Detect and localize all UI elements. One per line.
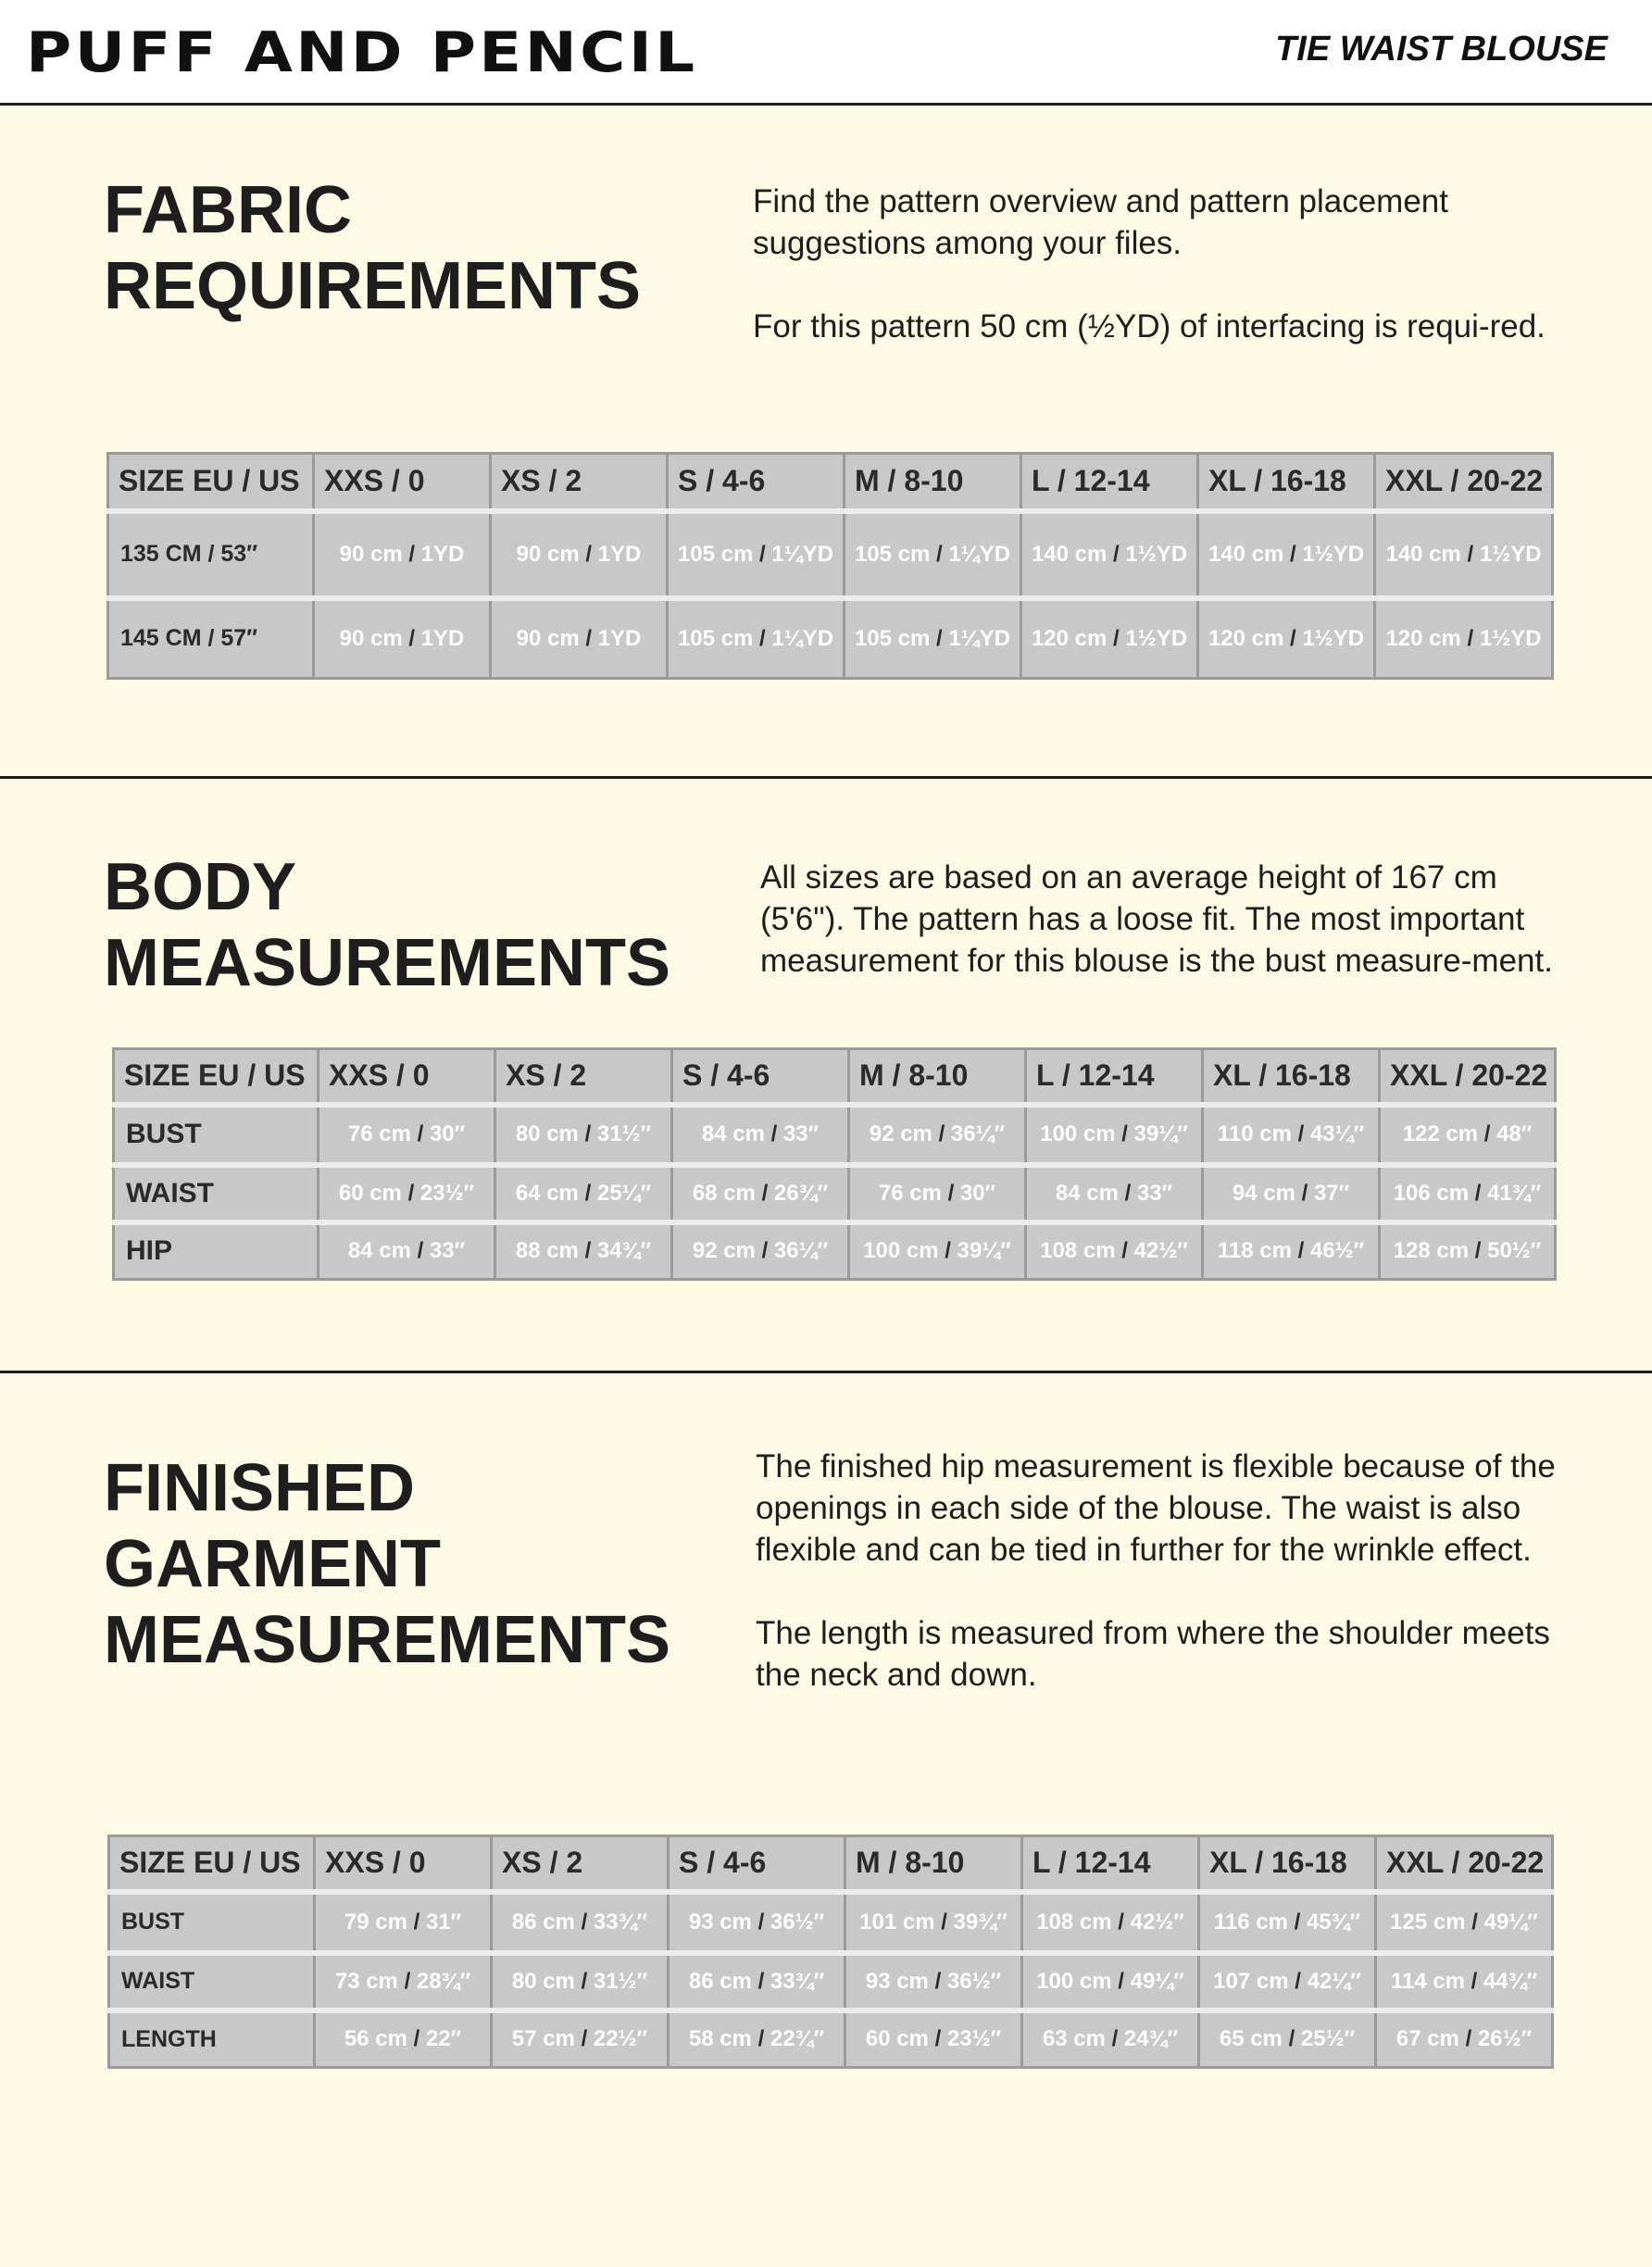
page-header <box>0 0 1652 106</box>
metric-value: 100 cm <box>1036 1968 1112 1994</box>
fabric-description <box>753 181 1549 347</box>
metric-value: 68 cm <box>692 1180 756 1206</box>
measurement-cell <box>495 1165 672 1222</box>
imperial-value: 43¼″ <box>1309 1121 1365 1146</box>
size-col-header: XL / 16-18 <box>1199 1836 1376 1892</box>
imperial-value: 36¼″ <box>950 1121 1006 1146</box>
value-separator: / <box>1301 1180 1308 1206</box>
imperial-value: 23½″ <box>946 2026 1002 2052</box>
imperial-value: 1YD <box>597 625 642 651</box>
imperial-value: 33¾″ <box>770 1968 825 1994</box>
imperial-value: 1½YD <box>1479 541 1542 567</box>
measurement-cell <box>845 1892 1022 1953</box>
imperial-value: 37″ <box>1313 1180 1350 1206</box>
metric-value: 57 cm <box>511 2026 575 2052</box>
measurement-cell <box>315 2010 492 2068</box>
value-separator: / <box>408 625 416 651</box>
metric-value: 120 cm <box>1031 625 1108 651</box>
metric-value: 100 cm <box>1040 1121 1116 1146</box>
measurement-cell <box>1376 2010 1553 2068</box>
imperial-value: 1YD <box>597 541 642 567</box>
row-label: LENGTH <box>109 2010 315 2068</box>
metric-value: 90 cm <box>339 625 403 651</box>
table-row <box>108 511 1553 598</box>
metric-value: 140 cm <box>1385 541 1461 567</box>
measurement-cell <box>669 1892 845 1953</box>
size-header: SIZE EU / US <box>109 1836 315 1892</box>
imperial-value: 1¼YD <box>948 541 1011 567</box>
section-divider <box>0 1371 1652 1373</box>
metric-value: 105 cm <box>677 541 754 567</box>
size-col-header: L / 12-14 <box>1026 1049 1203 1105</box>
metric-value: 86 cm <box>688 1968 752 1994</box>
value-separator: / <box>1288 2026 1295 2052</box>
metric-value: 110 cm <box>1217 1121 1292 1146</box>
measurement-cell <box>1198 511 1375 598</box>
body-table <box>112 1047 1557 1281</box>
measurement-cell <box>492 1953 669 2010</box>
metric-value: 93 cm <box>688 1909 752 1935</box>
imperial-value: 36½″ <box>946 1968 1002 1994</box>
measurement-cell <box>492 1892 669 1953</box>
measurement-cell <box>849 1165 1026 1222</box>
metric-value: 107 cm <box>1213 1968 1289 1994</box>
imperial-value: 25½″ <box>1300 2026 1356 2052</box>
value-separator: / <box>1294 1909 1301 1935</box>
imperial-value: 30″ <box>959 1180 996 1206</box>
imperial-value: 22¾″ <box>770 2026 825 2052</box>
metric-value: 60 cm <box>338 1180 402 1206</box>
finished-description <box>756 1446 1571 1696</box>
metric-value: 120 cm <box>1208 625 1284 651</box>
fabric-paragraph: Find the pattern overview and pattern placement suggestions among your files. <box>753 183 1448 261</box>
value-separator: / <box>413 1909 420 1935</box>
fabric-table <box>106 452 1554 680</box>
measurement-cell <box>1022 2010 1199 2068</box>
size-col-header: L / 12-14 <box>1022 1836 1199 1892</box>
table-row <box>109 1892 1553 1953</box>
imperial-value: 42¼″ <box>1307 1968 1361 1994</box>
measurement-cell <box>1203 1222 1380 1280</box>
size-col-header: XXS / 0 <box>319 1049 495 1105</box>
imperial-value: 39¼″ <box>1133 1121 1188 1146</box>
measurement-cell <box>491 511 668 598</box>
metric-value: 116 cm <box>1213 1909 1288 1935</box>
measurement-cell <box>1198 598 1375 679</box>
finished-paragraph: The finished hip measurement is flexible because of the openings in each side of the blouse. The waist is also flexible and can be tied in further for the wrinkle effect. <box>756 1448 1556 1568</box>
imperial-value: 28¾″ <box>416 1968 471 1994</box>
measurement-cell <box>314 511 491 598</box>
metric-value: 84 cm <box>1055 1180 1119 1206</box>
value-separator: / <box>1113 541 1120 567</box>
value-separator: / <box>1290 541 1296 567</box>
imperial-value: 42½″ <box>1133 1238 1188 1264</box>
measurement-cell <box>1021 598 1198 679</box>
metric-value: 90 cm <box>339 541 403 567</box>
value-separator: / <box>417 1238 424 1264</box>
fabric-paragraph: For this pattern 50 cm (½YD) of interfacing is requi-red. <box>753 308 1546 344</box>
body-paragraph: All sizes are based on an average height of 167 cm (5'6"). The pattern has a loose fit. The most important measurement for this blouse is the bust measure-ment. <box>760 859 1553 979</box>
fabric-title-line: REQUIREMENTS <box>104 249 642 323</box>
size-col-header: S / 4-6 <box>668 454 845 511</box>
value-separator: / <box>770 1121 778 1146</box>
value-separator: / <box>1121 1238 1128 1264</box>
size-col-header: XL / 16-18 <box>1198 454 1375 511</box>
metric-value: 80 cm <box>515 1121 579 1146</box>
imperial-value: 34¾″ <box>596 1238 652 1264</box>
imperial-value: 26¾″ <box>773 1180 829 1206</box>
value-separator: / <box>584 1121 592 1146</box>
table-row <box>114 1222 1556 1280</box>
value-separator: / <box>1297 1121 1305 1146</box>
imperial-value: 26½″ <box>1477 2026 1533 2052</box>
metric-value: 108 cm <box>1040 1238 1116 1264</box>
measurement-cell <box>314 598 491 679</box>
metric-value: 94 cm <box>1232 1180 1295 1206</box>
metric-value: 125 cm <box>1390 1909 1466 1935</box>
imperial-value: 22″ <box>425 2026 462 2052</box>
imperial-value: 31″ <box>425 1909 462 1935</box>
value-separator: / <box>413 2026 420 2052</box>
value-separator: / <box>1465 2026 1472 2052</box>
measurement-cell <box>319 1165 495 1222</box>
measurement-cell <box>315 1892 492 1953</box>
metric-value: 120 cm <box>1385 625 1461 651</box>
value-separator: / <box>936 541 943 567</box>
measurement-cell <box>1203 1105 1380 1165</box>
value-separator: / <box>584 1180 592 1206</box>
measurement-cell <box>1022 1892 1199 1953</box>
measurement-cell <box>1375 598 1553 679</box>
size-col-header: XL / 16-18 <box>1203 1049 1380 1105</box>
metric-value: 84 cm <box>701 1121 765 1146</box>
fabric-title <box>104 172 641 324</box>
measurement-cell <box>1203 1165 1380 1222</box>
imperial-value: 23½″ <box>419 1180 475 1206</box>
measurement-cell <box>1199 2010 1376 2068</box>
finished-title <box>104 1450 670 1678</box>
value-separator: / <box>936 625 943 651</box>
measurement-cell <box>845 598 1021 679</box>
imperial-value: 1¼YD <box>948 625 1011 651</box>
imperial-value: 36¼″ <box>773 1238 829 1264</box>
imperial-value: 24¾″ <box>1123 2026 1179 2052</box>
size-col-header: XS / 2 <box>491 454 668 511</box>
metric-value: 79 cm <box>344 1909 407 1935</box>
measurement-cell <box>1199 1953 1376 2010</box>
body-title-line: MEASUREMENTS <box>104 926 671 1000</box>
imperial-value: 48″ <box>1496 1121 1533 1146</box>
measurement-cell <box>1376 1953 1553 2010</box>
table-row <box>108 598 1553 679</box>
size-col-header: XXL / 20-22 <box>1375 454 1553 511</box>
value-separator: / <box>761 1180 769 1206</box>
value-separator: / <box>1467 541 1474 567</box>
imperial-value: 49¼″ <box>1483 1909 1538 1935</box>
size-col-header: XXS / 0 <box>315 1836 492 1892</box>
value-separator: / <box>1121 1121 1128 1146</box>
row-label: 145 CM / 57″ <box>108 598 314 679</box>
metric-value: 56 cm <box>344 2026 407 2052</box>
metric-value: 118 cm <box>1217 1238 1292 1264</box>
measurement-cell <box>849 1222 1026 1280</box>
measurement-cell <box>669 1953 845 2010</box>
imperial-value: 30″ <box>429 1121 466 1146</box>
measurement-cell <box>1376 1892 1553 1953</box>
metric-value: 100 cm <box>863 1238 939 1264</box>
metric-value: 105 cm <box>854 541 931 567</box>
value-separator: / <box>407 1180 415 1206</box>
imperial-value: 1¼YD <box>771 625 834 651</box>
measurement-cell <box>1199 1892 1376 1953</box>
imperial-value: 41¾″ <box>1487 1180 1542 1206</box>
finished-title-line: MEASUREMENTS <box>104 1603 671 1677</box>
metric-value: 122 cm <box>1402 1121 1479 1146</box>
row-label: BUST <box>114 1105 319 1165</box>
measurement-cell <box>1026 1165 1203 1222</box>
value-separator: / <box>759 625 766 651</box>
row-label: WAIST <box>114 1165 319 1222</box>
value-separator: / <box>585 625 593 651</box>
value-separator: / <box>1483 1121 1491 1146</box>
metric-value: 105 cm <box>854 625 931 651</box>
table-header-row <box>108 454 1553 511</box>
table-header-row <box>109 1836 1553 1892</box>
table-row <box>109 2010 1553 2068</box>
size-col-header: M / 8-10 <box>849 1049 1026 1105</box>
value-separator: / <box>1124 1180 1132 1206</box>
metric-value: 92 cm <box>692 1238 756 1264</box>
metric-value: 67 cm <box>1395 2026 1459 2052</box>
measurement-cell <box>849 1105 1026 1165</box>
table-row <box>114 1165 1556 1222</box>
size-col-header: XS / 2 <box>492 1836 669 1892</box>
value-separator: / <box>581 2026 588 2052</box>
brand-logo: PUFF AND PENCIL <box>26 20 698 85</box>
measurement-cell <box>1380 1165 1556 1222</box>
metric-value: 88 cm <box>515 1238 579 1264</box>
value-separator: / <box>938 1121 945 1146</box>
metric-value: 80 cm <box>511 1968 575 1994</box>
value-separator: / <box>584 1238 592 1264</box>
value-separator: / <box>1111 2026 1119 2052</box>
imperial-value: 46½″ <box>1309 1238 1365 1264</box>
value-separator: / <box>408 541 416 567</box>
measurement-cell <box>672 1105 849 1165</box>
size-col-header: XS / 2 <box>495 1049 672 1105</box>
imperial-value: 45¾″ <box>1306 1909 1361 1935</box>
imperial-value: 1YD <box>420 625 465 651</box>
value-separator: / <box>1118 1968 1124 1994</box>
value-separator: / <box>941 1909 947 1935</box>
measurement-cell <box>319 1105 495 1165</box>
measurement-cell <box>1026 1222 1203 1280</box>
metric-value: 64 cm <box>515 1180 579 1206</box>
size-col-header: XXS / 0 <box>314 454 491 511</box>
metric-value: 65 cm <box>1219 2026 1283 2052</box>
imperial-value: 31½″ <box>596 1121 652 1146</box>
value-separator: / <box>585 541 593 567</box>
measurement-cell <box>1021 511 1198 598</box>
measurement-cell <box>672 1222 849 1280</box>
value-separator: / <box>1113 625 1120 651</box>
finished-title-line: FINISHED <box>104 1451 416 1525</box>
imperial-value: 33″ <box>1136 1180 1173 1206</box>
row-label: HIP <box>114 1222 319 1280</box>
measurement-cell <box>1380 1105 1556 1165</box>
row-label: WAIST <box>109 1953 315 2010</box>
metric-value: 108 cm <box>1036 1909 1112 1935</box>
size-header: SIZE EU / US <box>108 454 314 511</box>
measurement-cell <box>845 1953 1022 2010</box>
body-title <box>104 849 670 1001</box>
imperial-value: 49¼″ <box>1130 1968 1184 1994</box>
measurement-cell <box>845 2010 1022 2068</box>
metric-value: 106 cm <box>1393 1180 1470 1206</box>
metric-value: 114 cm <box>1390 1968 1465 1994</box>
finished-title-line: GARMENT <box>104 1527 441 1601</box>
measurement-cell <box>315 1953 492 2010</box>
value-separator: / <box>404 1968 411 1994</box>
imperial-value: 42½″ <box>1130 1909 1184 1935</box>
value-separator: / <box>1290 625 1296 651</box>
size-col-header: XXL / 20-22 <box>1380 1049 1556 1105</box>
size-col-header: M / 8-10 <box>845 454 1021 511</box>
body-title-line: BODY <box>104 850 297 924</box>
measurement-cell <box>1375 511 1553 598</box>
value-separator: / <box>581 1968 588 1994</box>
table-header-row <box>114 1049 1556 1105</box>
metric-value: 101 cm <box>859 1909 935 1935</box>
product-title: TIE WAIST BLOUSE <box>1275 30 1608 69</box>
measurement-cell <box>319 1222 495 1280</box>
metric-value: 63 cm <box>1042 2026 1106 2052</box>
finished-table <box>107 1835 1554 2069</box>
imperial-value: 50½″ <box>1487 1238 1542 1264</box>
metric-value: 92 cm <box>869 1121 932 1146</box>
metric-value: 128 cm <box>1393 1238 1470 1264</box>
value-separator: / <box>757 1909 765 1935</box>
size-col-header: L / 12-14 <box>1021 454 1198 511</box>
imperial-value: 33¾″ <box>593 1909 648 1935</box>
table-row <box>109 1953 1553 2010</box>
row-label: 135 CM / 53″ <box>108 511 314 598</box>
value-separator: / <box>1295 1968 1301 1994</box>
body-description <box>760 857 1558 982</box>
metric-value: 76 cm <box>347 1121 411 1146</box>
imperial-value: 44¾″ <box>1483 1968 1538 1994</box>
row-label: BUST <box>109 1892 315 1953</box>
metric-value: 58 cm <box>688 2026 752 2052</box>
value-separator: / <box>934 1968 942 1994</box>
imperial-value: 1¼YD <box>771 541 834 567</box>
metric-value: 76 cm <box>878 1180 942 1206</box>
metric-value: 90 cm <box>516 625 580 651</box>
value-separator: / <box>761 1238 769 1264</box>
finished-paragraph: The length is measured from where the shoulder meets the neck and down. <box>756 1615 1550 1693</box>
measurement-cell <box>672 1165 849 1222</box>
value-separator: / <box>1297 1238 1305 1264</box>
imperial-value: 22½″ <box>593 2026 648 2052</box>
metric-value: 140 cm <box>1208 541 1284 567</box>
value-separator: / <box>1467 625 1474 651</box>
imperial-value: 1½YD <box>1125 625 1188 651</box>
size-col-header: M / 8-10 <box>845 1836 1022 1892</box>
value-separator: / <box>581 1909 588 1935</box>
measurement-cell <box>495 1105 672 1165</box>
value-separator: / <box>1471 1909 1478 1935</box>
measurement-cell <box>492 2010 669 2068</box>
measurement-cell <box>495 1222 672 1280</box>
metric-value: 93 cm <box>865 1968 929 1994</box>
measurement-cell <box>845 511 1021 598</box>
metric-value: 60 cm <box>865 2026 929 2052</box>
measurement-cell <box>1380 1222 1556 1280</box>
measurement-cell <box>668 598 845 679</box>
measurement-cell <box>668 511 845 598</box>
fabric-title-line: FABRIC <box>104 173 352 247</box>
imperial-value: 33″ <box>429 1238 466 1264</box>
imperial-value: 1½YD <box>1302 625 1365 651</box>
size-col-header: S / 4-6 <box>669 1836 845 1892</box>
size-col-header: XXL / 20-22 <box>1376 1836 1553 1892</box>
value-separator: / <box>757 1968 765 1994</box>
imperial-value: 1YD <box>420 541 465 567</box>
imperial-value: 39¾″ <box>953 1909 1007 1935</box>
table-row <box>114 1105 1556 1165</box>
imperial-value: 33″ <box>782 1121 820 1146</box>
imperial-value: 36½″ <box>770 1909 825 1935</box>
measurement-cell <box>1026 1105 1203 1165</box>
value-separator: / <box>1474 1238 1482 1264</box>
value-separator: / <box>759 541 766 567</box>
measurement-cell <box>669 2010 845 2068</box>
metric-value: 140 cm <box>1031 541 1108 567</box>
metric-value: 73 cm <box>334 1968 398 1994</box>
metric-value: 90 cm <box>516 541 580 567</box>
imperial-value: 25¼″ <box>596 1180 652 1206</box>
measurement-cell <box>1022 1953 1199 2010</box>
metric-value: 84 cm <box>347 1238 411 1264</box>
measurement-cell <box>491 598 668 679</box>
value-separator: / <box>1471 1968 1478 1994</box>
value-separator: / <box>945 1238 951 1264</box>
imperial-value: 1½YD <box>1302 541 1365 567</box>
section-divider <box>0 776 1652 779</box>
imperial-value: 31½″ <box>593 1968 648 1994</box>
value-separator: / <box>1474 1180 1482 1206</box>
value-separator: / <box>417 1121 424 1146</box>
size-col-header: S / 4-6 <box>672 1049 849 1105</box>
value-separator: / <box>1118 1909 1124 1935</box>
value-separator: / <box>757 2026 765 2052</box>
value-separator: / <box>934 2026 942 2052</box>
imperial-value: 1½YD <box>1125 541 1188 567</box>
value-separator: / <box>947 1180 955 1206</box>
metric-value: 86 cm <box>511 1909 575 1935</box>
imperial-value: 39¼″ <box>957 1238 1011 1264</box>
size-header: SIZE EU / US <box>114 1049 319 1105</box>
metric-value: 105 cm <box>677 625 754 651</box>
imperial-value: 1½YD <box>1479 625 1542 651</box>
